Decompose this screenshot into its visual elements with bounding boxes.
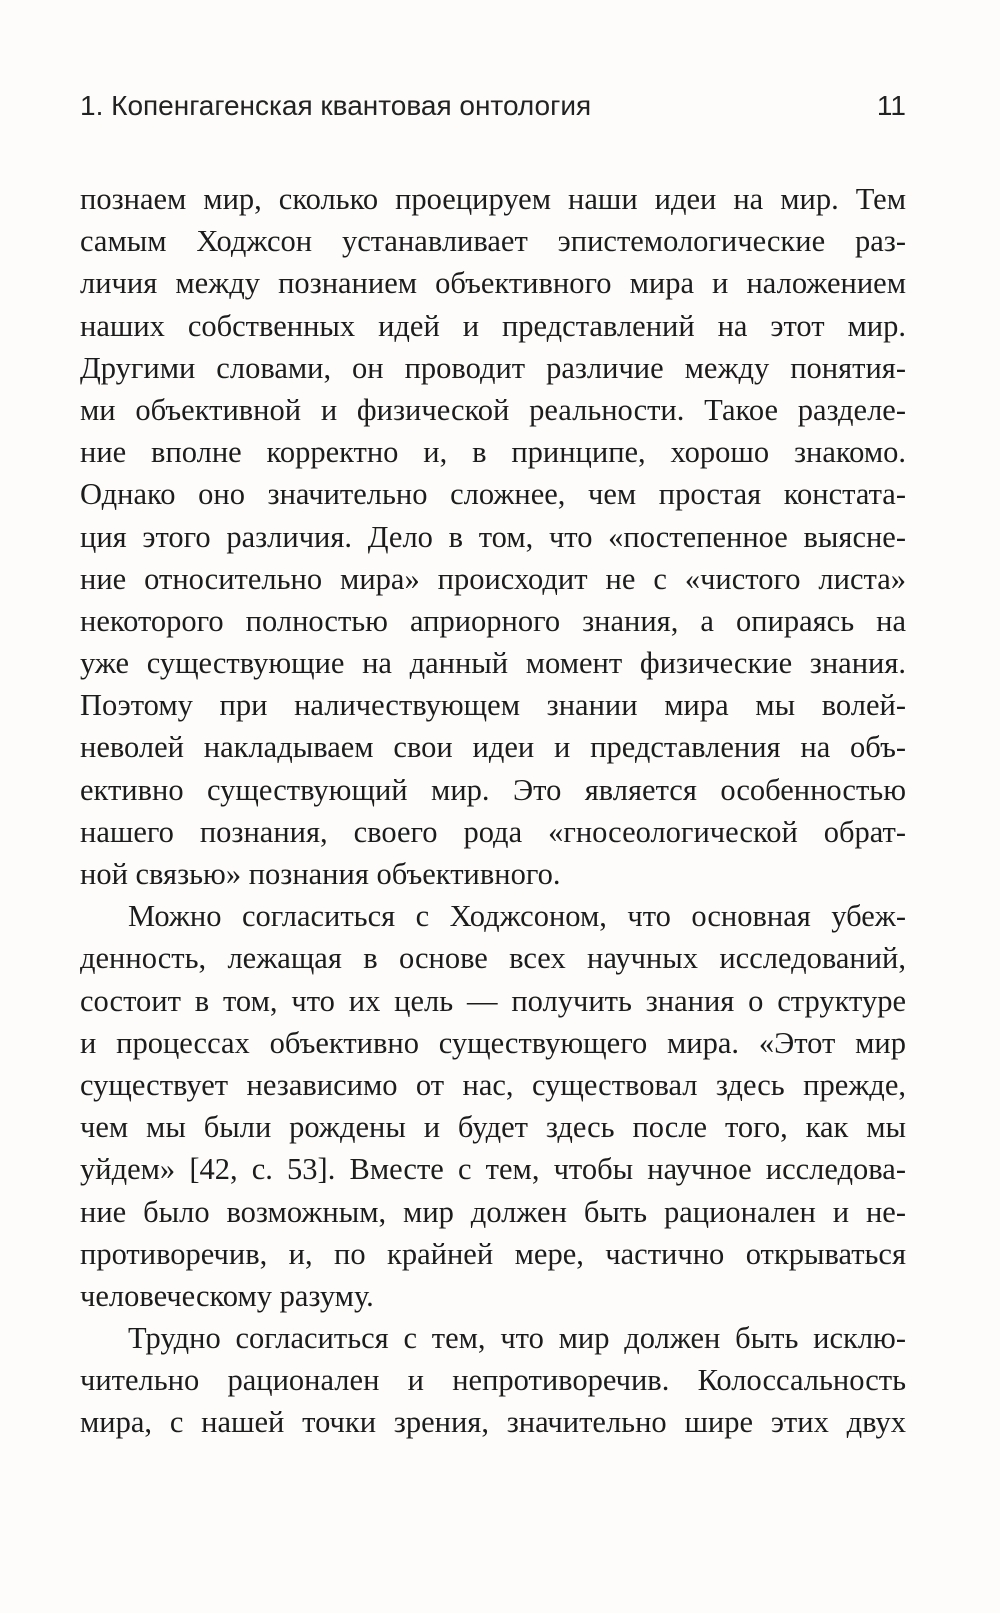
text-line: Трудно согласиться с тем, что мир должен быть исклю-	[128, 1321, 906, 1356]
text-line: ективно существующий мир. Это является особенностью	[80, 772, 906, 807]
text-line: познаем мир, сколько проецируем наши идеи на мир. Тем	[80, 182, 906, 216]
text-line: некоторого полностью априорного знания, а опираясь на	[80, 603, 906, 638]
text-line: противоречив, и, по крайней мере, частично открываться	[80, 1236, 906, 1271]
text-line: и процессах объективно существующего мира. «Этот мир	[80, 1025, 906, 1060]
chapter-title: 1. Копенгагенская квантовая онтология	[80, 90, 592, 121]
text-line: мира, с нашей точки зрения, значительно шире этих двух	[80, 1405, 906, 1440]
text-line: состоит в том, что их цель — получить знания о структуре	[80, 983, 906, 1018]
running-head	[80, 84, 906, 128]
text-line: Можно согласиться с Ходжсоном, что основная убеж-	[128, 899, 906, 934]
text-line: Однако оно значительно сложнее, чем простая констата-	[80, 477, 906, 512]
paragraph-3	[80, 1317, 906, 1444]
text-line: уже существующие на данный момент физические знания.	[80, 646, 906, 681]
text-line: личия между познанием объективного мира и наложением	[80, 266, 906, 301]
text-line: ние было возможным, мир должен быть рационален и не-	[80, 1194, 906, 1229]
body-text	[80, 178, 906, 1444]
paragraph-1	[80, 178, 906, 895]
text-line: существует независимо от нас, существовал здесь прежде,	[80, 1067, 906, 1102]
text-line: чем мы были рождены и будет здесь после того, как мы	[80, 1110, 906, 1145]
text-line: человеческому разуму.	[80, 1278, 374, 1313]
text-line: самым Ходжсон устанавливает эпистемологические раз-	[80, 224, 906, 259]
text-line: уйдем» [42, с. 53]. Вместе с тем, чтобы научное исследова-	[80, 1152, 906, 1187]
text-line: Другими словами, он проводит различие между понятия-	[80, 350, 906, 385]
text-line: денность, лежащая в основе всех научных исследований,	[80, 941, 906, 976]
text-line: неволей накладываем свои идеи и представления на объ-	[80, 730, 906, 765]
text-line: ция этого различия. Дело в том, что «постепенное выясне-	[80, 519, 906, 554]
page-number: 11	[876, 90, 906, 121]
text-line: наших собственных идей и представлений на этот мир.	[80, 308, 906, 343]
text-line: чительно рационален и непротиворечив. Колоссальность	[80, 1363, 906, 1398]
text-line: ние вполне корректно и, в принципе, хорошо знакомо.	[80, 435, 906, 470]
text-line: ми объективной и физической реальности. Такое разделе-	[80, 392, 906, 427]
text-line: ной связью» познания объективного.	[80, 857, 561, 891]
paragraph-2	[80, 895, 906, 1317]
text-line: нашего познания, своего рода «гносеологической обрат-	[80, 814, 906, 849]
text-line: Поэтому при наличествующем знании мира мы волей-	[80, 688, 906, 723]
text-line: ние относительно мира» происходит не с «чистого листа»	[80, 561, 906, 596]
